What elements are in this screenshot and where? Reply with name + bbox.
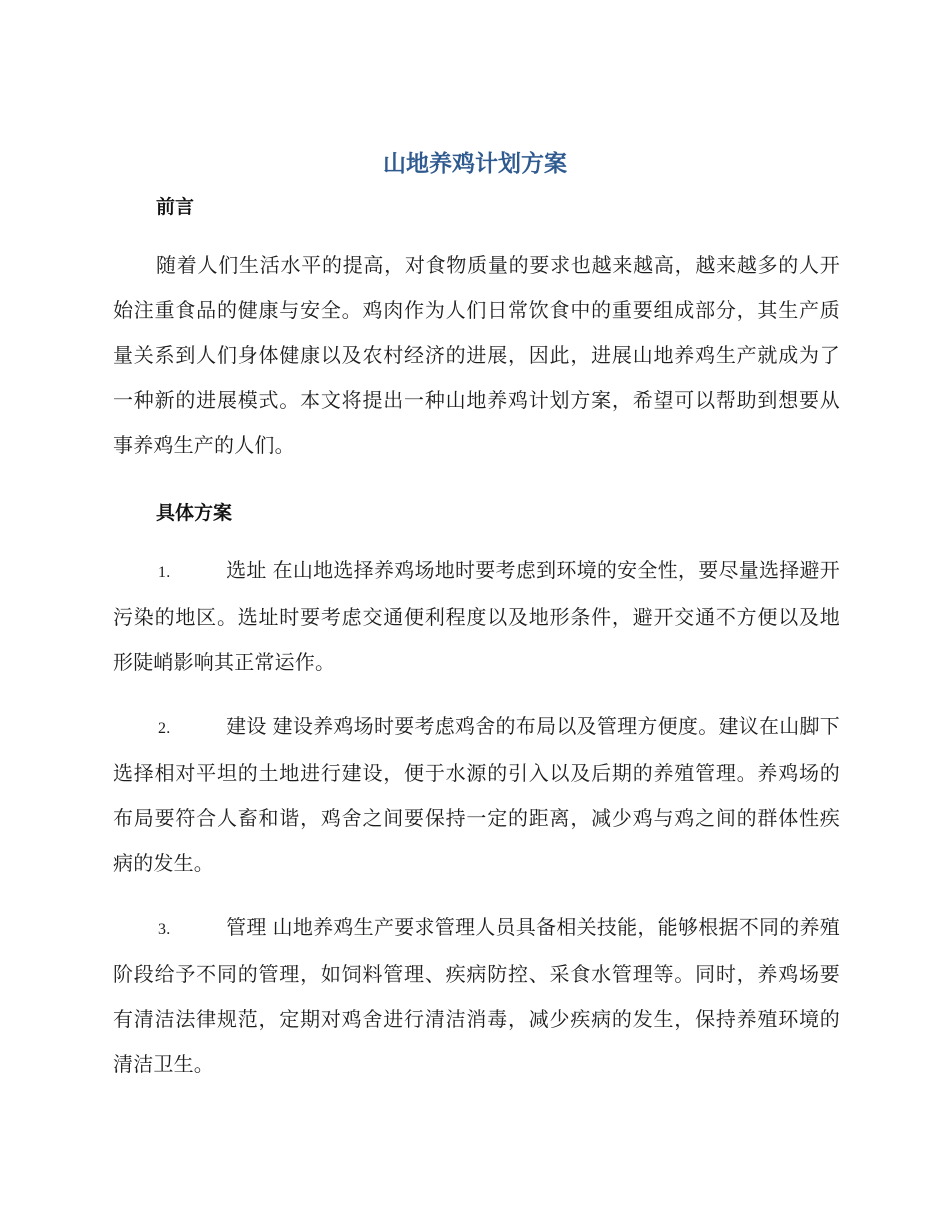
plan-item-site xyxy=(113,548,840,685)
item-lead: 管理 xyxy=(226,915,267,939)
item-text: 山地养鸡生产要求管理人员具备相关技能，能够根据不同的养殖阶段给予不同的管理，如饲料管理、疾病防控、采食水管理等。同时，养鸡场要有清洁法律规范，定期对鸡舍进行清洁消毒，减少疾病的发生，保持养殖环境的清洁卫生。 xyxy=(113,915,840,1076)
document-title: 山地养鸡计划方案 xyxy=(383,151,567,177)
item-lead: 建设 xyxy=(226,714,267,738)
item-text: 在山地选择养鸡场地时要考虑到环境的安全性，要尽量选择避开污染的地区。选址时要考虑交通便利程度以及地形条件，避开交通不方便以及地形陡峭影响其正常运作。 xyxy=(113,558,840,674)
intro-paragraph: 随着人们生活水平的提高，对食物质量的要求也越来越高，越来越多的人开始注重食品的健康与安全。鸡肉作为人们日常饮食中的重要组成部分，其生产质量关系到人们身体健康以及农村经济的进展，因此，进展山地养鸡生产就成为了一种新的进展模式。本文将提出一种山地养鸡计划方案，希望可以帮助到想要从事养鸡生产的人们。 xyxy=(113,253,840,457)
plan-heading: 具体方案 xyxy=(156,502,233,524)
item-number: 2. xyxy=(158,720,171,737)
plan-item-management xyxy=(113,905,840,1087)
item-lead: 选址 xyxy=(226,558,267,582)
intro-heading: 前言 xyxy=(156,196,195,218)
item-number: 1. xyxy=(158,564,171,581)
item-number: 3. xyxy=(158,921,171,938)
plan-item-construction xyxy=(113,704,840,886)
document-body xyxy=(113,190,840,1087)
item-text: 建设养鸡场时要考虑鸡舍的布局以及管理方便度。建议在山脚下选择相对平坦的土地进行建设，便于水源的引入以及后期的养殖管理。养鸡场的布局要符合人畜和谐，鸡舍之间要保持一定的距离，减少鸡与鸡之间的群体性疾病的发生。 xyxy=(113,714,840,875)
